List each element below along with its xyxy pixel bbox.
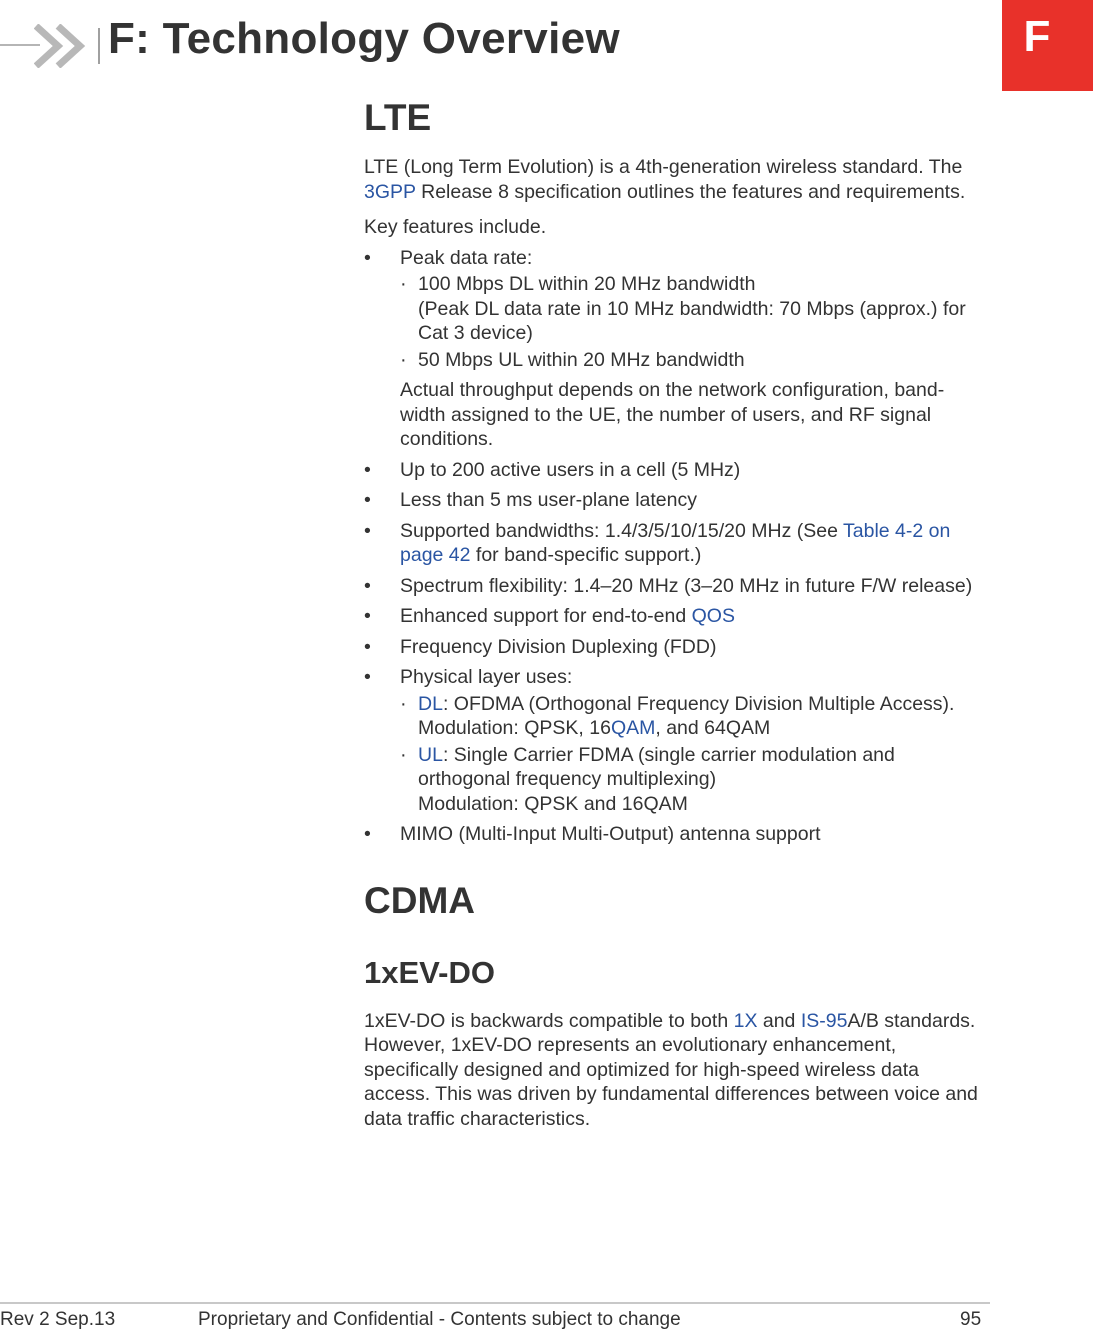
- footer-page-number: 95: [960, 1309, 982, 1330]
- chapter-tab: [1002, 0, 1093, 91]
- link-dl[interactable]: DL: [418, 692, 443, 715]
- list-item-text: Frequency Division Duplexing (FDD): [400, 635, 717, 658]
- link-ul[interactable]: UL: [418, 743, 443, 766]
- list-item: [364, 665, 984, 816]
- sub-list-item-note: (Peak DL data rate in 10 MHz bandwidth: 70 Mbps (approx.) for Cat 3 device): [418, 297, 966, 344]
- main-content: [364, 96, 984, 1131]
- sub-list-item: [400, 272, 984, 346]
- list-item: [364, 574, 984, 599]
- list-item-text: for band-specific support.): [470, 544, 702, 566]
- text-run: A/B standards. However, 1xEV-DO represents an evolutionary enhancement, specifically designed and optimized for high-speed wireless data access. This was driven by fundamental differences between voice and data traffic characteristics.: [364, 1009, 978, 1130]
- footer-revision: Rev 2 Sep.13: [0, 1309, 116, 1330]
- chapter-title: F: Technology Overview: [108, 14, 620, 63]
- link-1x[interactable]: 1X: [733, 1009, 758, 1032]
- link-qos[interactable]: QOS: [691, 605, 735, 627]
- text-run: and: [757, 1009, 801, 1032]
- subsection-heading-1xevdo: 1xEV-DO: [364, 954, 495, 990]
- page-header: [0, 0, 1093, 92]
- list-item-text: MIMO (Multi-Input Multi-Output) antenna support: [400, 823, 821, 845]
- list-item-text: Up to 200 active users in a cell (5 MHz): [400, 458, 741, 481]
- sub-list-item-text: : Single Carrier FDMA (single carrier modulation and orthogonal frequency multiplexing): [418, 743, 895, 790]
- sub-list-item-text: : OFDMA (Orthogonal Frequency Division Multiple Access).: [442, 692, 955, 715]
- footer-notice: Proprietary and Confidential - Contents subject to change: [198, 1309, 681, 1330]
- list-item-text: Supported bandwidths: 1.4/3/5/10/15/20 MHz (See: [400, 519, 844, 542]
- link-is-95[interactable]: IS-95: [800, 1009, 848, 1032]
- list-item: [364, 458, 984, 483]
- sub-list-item: [400, 348, 984, 373]
- list-item-text: Spectrum flexibility: 1.4–20 MHz (3–20 MHz in future F/W release): [400, 574, 973, 597]
- sub-list-item-text: , and 64QAM: [655, 717, 771, 739]
- evdo-paragraph: [364, 1009, 984, 1132]
- list-item-text: Physical layer uses:: [400, 666, 573, 688]
- sub-list-item: [400, 692, 984, 741]
- footer-rule: [0, 1302, 990, 1304]
- chapter-tab-letter: F: [1023, 12, 1051, 61]
- section-heading-lte: LTE: [364, 97, 432, 138]
- sub-list-item-text: Modulation: QPSK, 16: [418, 717, 611, 739]
- list-item-text: Less than 5 ms user-plane latency: [400, 489, 697, 511]
- list-item: [364, 635, 984, 660]
- throughput-note: Actual throughput depends on the network configuration, band-width assigned to the UE, the number of users, and RF signal conditions.: [400, 379, 945, 450]
- list-item-text: Peak data rate:: [400, 246, 533, 269]
- list-item: [364, 246, 984, 452]
- list-item: [364, 822, 984, 847]
- double-chevron-icon: [34, 24, 98, 68]
- sub-list-item-text: Modulation: QPSK and 16QAM: [418, 792, 688, 815]
- text-run: 1xEV-DO is backwards compatible to both: [364, 1009, 734, 1032]
- list-item: [364, 604, 984, 629]
- list-item: [364, 488, 984, 513]
- lte-intro-paragraph: [364, 155, 984, 204]
- key-features-label: Key features include.: [364, 216, 547, 238]
- sub-list-item-text: 50 Mbps UL within 20 MHz bandwidth: [418, 348, 745, 371]
- list-item-text: Enhanced support for end-to-end: [400, 605, 692, 627]
- list-item: [364, 519, 984, 568]
- text-run: LTE (Long Term Evolution) is a 4th-generation wireless standard. The: [364, 156, 963, 178]
- section-heading-cdma: CDMA: [364, 879, 475, 921]
- link-3gpp[interactable]: 3GPP: [364, 180, 416, 203]
- text-run: Release 8 specification outlines the features and requirements.: [415, 180, 966, 203]
- link-qam[interactable]: QAM: [610, 717, 656, 739]
- link-table-4-2[interactable]: Table 4-2 on page 42: [400, 519, 951, 566]
- sub-list-item-text: · 100 Mbps DL within 20 MHz bandwidth: [418, 273, 756, 295]
- title-divider: [98, 28, 100, 64]
- sub-list-item: [400, 743, 984, 817]
